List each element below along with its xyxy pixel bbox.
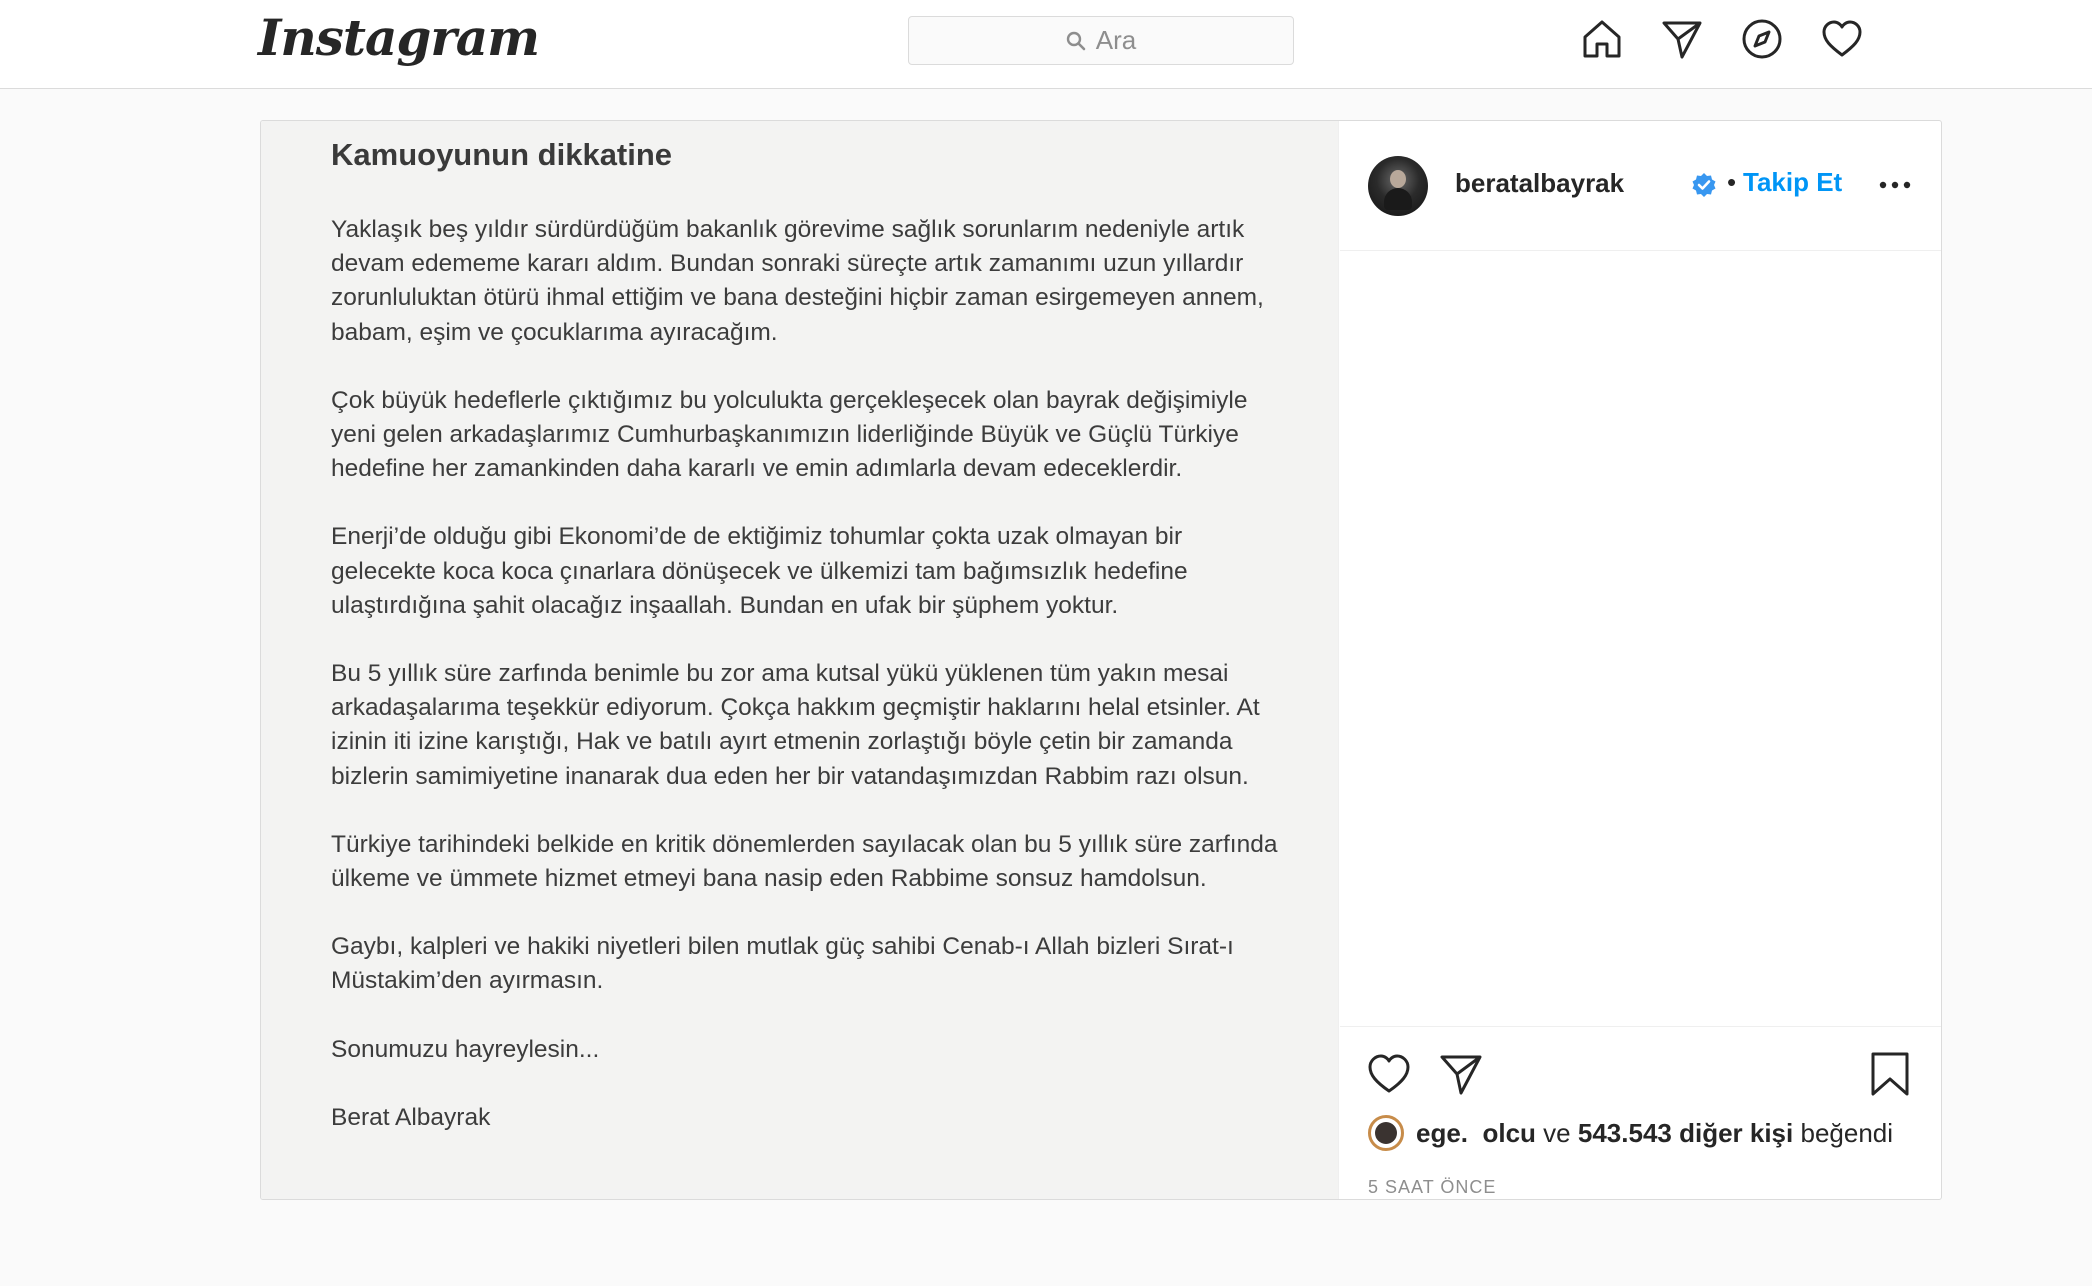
post-timestamp[interactable]: 5 SAAT ÖNCE bbox=[1368, 1177, 1497, 1197]
separator-dot: • bbox=[1727, 167, 1737, 197]
share-direct-icon[interactable] bbox=[1438, 1051, 1484, 1097]
statement-paragraph: Enerji’de olduğu gibi Ekonomi’de de ektiğimiz tohumlar çokta uzak olmayan bir gelecekte koca koca çınarlara dönüşecek ve ülkemizi tam bağımsızlık hedefine ulaştırdığına şahit olacağız inşaallah. Bundan en ufak bir şüphem yoktur. bbox=[331, 523, 1188, 619]
statement-signature: Berat Albayrak bbox=[331, 1103, 491, 1131]
instagram-logo[interactable]: Instagram bbox=[258, 8, 539, 67]
liker-username[interactable]: olcu bbox=[1482, 1117, 1536, 1148]
follow-button[interactable]: Takip Et bbox=[1743, 167, 1843, 197]
avatar[interactable] bbox=[1368, 156, 1428, 216]
statement-paragraph: Çok büyük hedeflerle çıktığımız bu yolculukta gerçekleşecek olan bayrak değişimiyle yeni gelen arkadaşlarımız Cumhurbaşkanımızın liderliğinde Büyük ve Güçlü Türkiye hedefine her zamankinden daha kararlı ve emin adımlarla devam edeceklerdir. bbox=[331, 386, 1248, 483]
statement-paragraph: Sonumuzu hayreylesin... bbox=[331, 1035, 600, 1063]
liker-avatar[interactable] bbox=[1368, 1115, 1404, 1151]
explore-icon[interactable] bbox=[1740, 17, 1784, 61]
statement-paragraph: Türkiye tarihindeki belkide en kritik dönemlerden sayılacak olan bu 5 yıllık süre zarfında ülkeme ve ümmete hizmet etmeyi bana nasip eden Rabbime sonsuz hamdolsun. bbox=[331, 830, 1278, 893]
search-icon bbox=[1066, 31, 1086, 51]
likes-connector: ve bbox=[1543, 1117, 1571, 1148]
activity-heart-icon[interactable] bbox=[1820, 17, 1864, 61]
statement-title: Kamuoyunun dikkatine bbox=[331, 137, 673, 172]
save-bookmark-icon[interactable] bbox=[1867, 1051, 1913, 1097]
likes-count[interactable]: 543.543 diğer kişi bbox=[1577, 1117, 1794, 1148]
verified-badge-icon bbox=[1691, 172, 1717, 198]
statement-paragraph: Bu 5 yıllık süre zarfında benimle bu zor ama kutsal yükü yüklenen tüm yakın mesai arkadaşalarıma teşekkür ediyorum. Çokça hakkım geçmiştir haklarını helal etsinler. At izinin iti izine karıştığı, Hak ve batılı ayırt etmenin zorlaştığı böyle çetin bir zamanda bizlerin samimiyetine inanarak dua eden her bir vatandaşımızdan Rabbim razı olsun. bbox=[331, 660, 1260, 790]
likes-suffix: beğendi bbox=[1800, 1117, 1894, 1148]
author-username[interactable]: beratalbayrak bbox=[1455, 168, 1625, 198]
likes-summary bbox=[1368, 1115, 1893, 1151]
search-input[interactable] bbox=[908, 16, 1294, 65]
post-sidebar bbox=[1340, 121, 1942, 1200]
direct-icon[interactable] bbox=[1660, 17, 1704, 61]
home-icon[interactable] bbox=[1580, 17, 1624, 61]
top-navigation-bar bbox=[0, 0, 2092, 89]
more-options-icon[interactable] bbox=[1878, 173, 1912, 197]
post-actions bbox=[1340, 1026, 1942, 1200]
nav-icons bbox=[1580, 17, 1864, 61]
post-card bbox=[260, 120, 1942, 1200]
search-placeholder: Ara bbox=[1095, 25, 1137, 55]
statement-paragraph: Gaybı, kalpleri ve hakiki niyetleri bilen mutlak güç sahibi Cenab-ı Allah bizleri Sırat-ı Müstakim’den ayırmasın. bbox=[331, 933, 1234, 995]
liker-username[interactable]: ege. bbox=[1416, 1117, 1469, 1148]
post-image[interactable] bbox=[261, 121, 1339, 1200]
like-heart-icon[interactable] bbox=[1366, 1051, 1412, 1097]
statement-paragraph: Yaklaşık beş yıldır sürdürdüğüm bakanlık görevime sağlık sorunlarım nedeniyle artık devam edememe kararı aldım. Bundan sonraki süreçte artık zamanımı uzun yıllardır zorunluluktan ötürü ihmal ettiğim ve bana desteğini hiçbir zaman esirgemeyen annem, babam, eşim ve çocuklarıma ayıracağım. bbox=[331, 216, 1264, 346]
post-header bbox=[1340, 121, 1942, 251]
